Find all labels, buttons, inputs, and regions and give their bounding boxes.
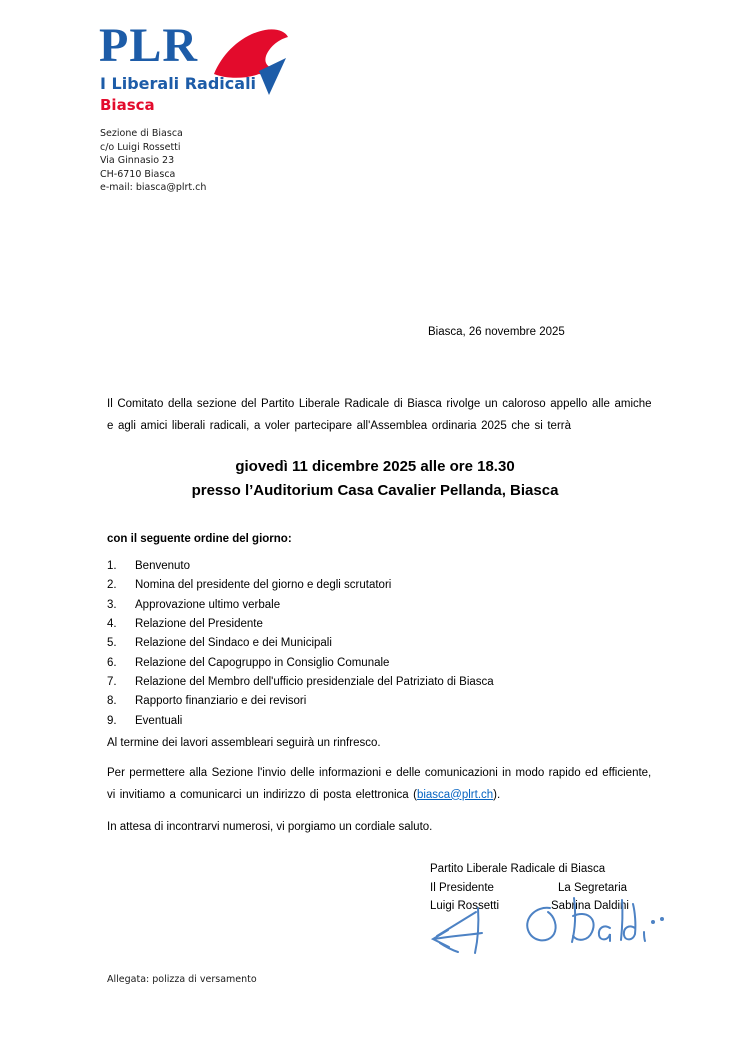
secretary-name: Sabrina Daldini — [551, 900, 629, 913]
agenda-intro: con il seguente ordine del giorno: — [107, 533, 292, 545]
intro-line: e agli amici liberali radicali, a voler partecipare all'Assemblea ordinaria 2025 che si terrà — [107, 419, 571, 432]
agenda-item-number: 5. — [107, 637, 117, 650]
agenda-item — [107, 615, 494, 634]
intro-line: Il Comitato della sezione del Partito Liberale Radicale di Biasca rivolge un caloroso appello alle amiche — [107, 398, 652, 410]
agenda-item-text: Eventuali — [135, 714, 183, 727]
agenda-item — [107, 576, 494, 595]
agenda-item-text: Relazione del Presidente — [135, 618, 263, 631]
refreshment-paragraph: Al termine dei lavori assembleari seguirà un rinfresco. — [107, 737, 381, 749]
closing-paragraph: In attesa di incontrarvi numerosi, vi porgiamo un cordiale saluto. — [107, 821, 433, 833]
address-line: CH-6710 Biasca — [100, 168, 176, 180]
secretary-role: La Segretaria — [558, 881, 628, 894]
event-title — [0, 455, 750, 502]
agenda-item — [107, 654, 494, 673]
agenda-item-text: Approvazione ultimo verbale — [135, 598, 281, 611]
email-paragraph — [107, 763, 651, 806]
date-line: Biasca, 26 novembre 2025 — [428, 326, 565, 338]
agenda-item-number: 9. — [107, 714, 117, 727]
agenda-item-number: 7. — [107, 676, 117, 689]
agenda-item-text: Relazione del Membro dell'ufficio presidenziale del Patriziato di Biasca — [135, 676, 494, 689]
agenda-item — [107, 712, 494, 731]
agenda-item — [107, 634, 494, 653]
president-name: Luigi Rossetti — [430, 900, 500, 913]
email-paragraph-line2-pre: vi invitiamo a comunicarci un indirizzo di posta elettronica ( — [107, 788, 417, 801]
agenda-item-text: Benvenuto — [135, 560, 190, 572]
agenda-item-text: Relazione del Sindaco e dei Municipali — [135, 637, 332, 650]
attachment-note: Allegata: polizza di versamento — [107, 974, 257, 985]
logo-subtitle: I Liberali Radicali — [100, 74, 257, 93]
address-line: c/o Luigi Rossetti — [100, 141, 181, 153]
agenda-item-text: Rapporto finanziario e dei revisori — [135, 695, 307, 708]
logo-section: Biasca — [100, 96, 155, 114]
event-line-venue: presso l’Auditorium Casa Cavalier Pellanda, Biasca — [191, 481, 559, 499]
agenda-item-number: 6. — [107, 656, 117, 669]
intro-paragraph — [107, 394, 652, 437]
agenda-item-number: 4. — [107, 618, 117, 631]
agenda-item — [107, 673, 494, 692]
president-role: Il Presidente — [430, 881, 494, 894]
agenda-item-text: Nomina del presidente del giorno e degli scrutatori — [135, 579, 392, 592]
address-line: Via Ginnasio 23 — [100, 155, 175, 167]
address-line: Sezione di Biasca — [100, 128, 183, 139]
plr-logo-acronym: PLR — [99, 19, 198, 72]
email-link[interactable]: biasca@plrt.ch — [416, 788, 494, 801]
email-paragraph-line2 — [107, 785, 651, 807]
agenda-item-text: Relazione del Capogruppo in Consiglio Comunale — [135, 656, 390, 669]
secretary-signature — [518, 892, 668, 965]
email-paragraph-line1: Per permettere alla Sezione l'invio delle informazioni e delle comunicazioni in modo rapido ed efficiente, — [107, 767, 652, 779]
sender-address — [100, 127, 206, 195]
agenda-item — [107, 596, 494, 615]
signature-org: Partito Liberale Radicale di Biasca — [430, 863, 606, 875]
president-signature — [422, 903, 507, 963]
agenda-item-number: 3. — [107, 598, 117, 611]
agenda-item — [107, 557, 494, 576]
agenda-item-number: 8. — [107, 695, 117, 708]
event-line-datetime: giovedì 11 dicembre 2025 alle ore 18.30 — [235, 458, 515, 475]
agenda-item — [107, 692, 494, 711]
email-paragraph-line2-post: ). — [493, 788, 501, 801]
address-line: e-mail: biasca@plrt.ch — [100, 182, 207, 194]
agenda-item-number: 2. — [107, 579, 117, 592]
agenda-item-number: 1. — [107, 560, 117, 572]
agenda-list — [107, 557, 494, 731]
